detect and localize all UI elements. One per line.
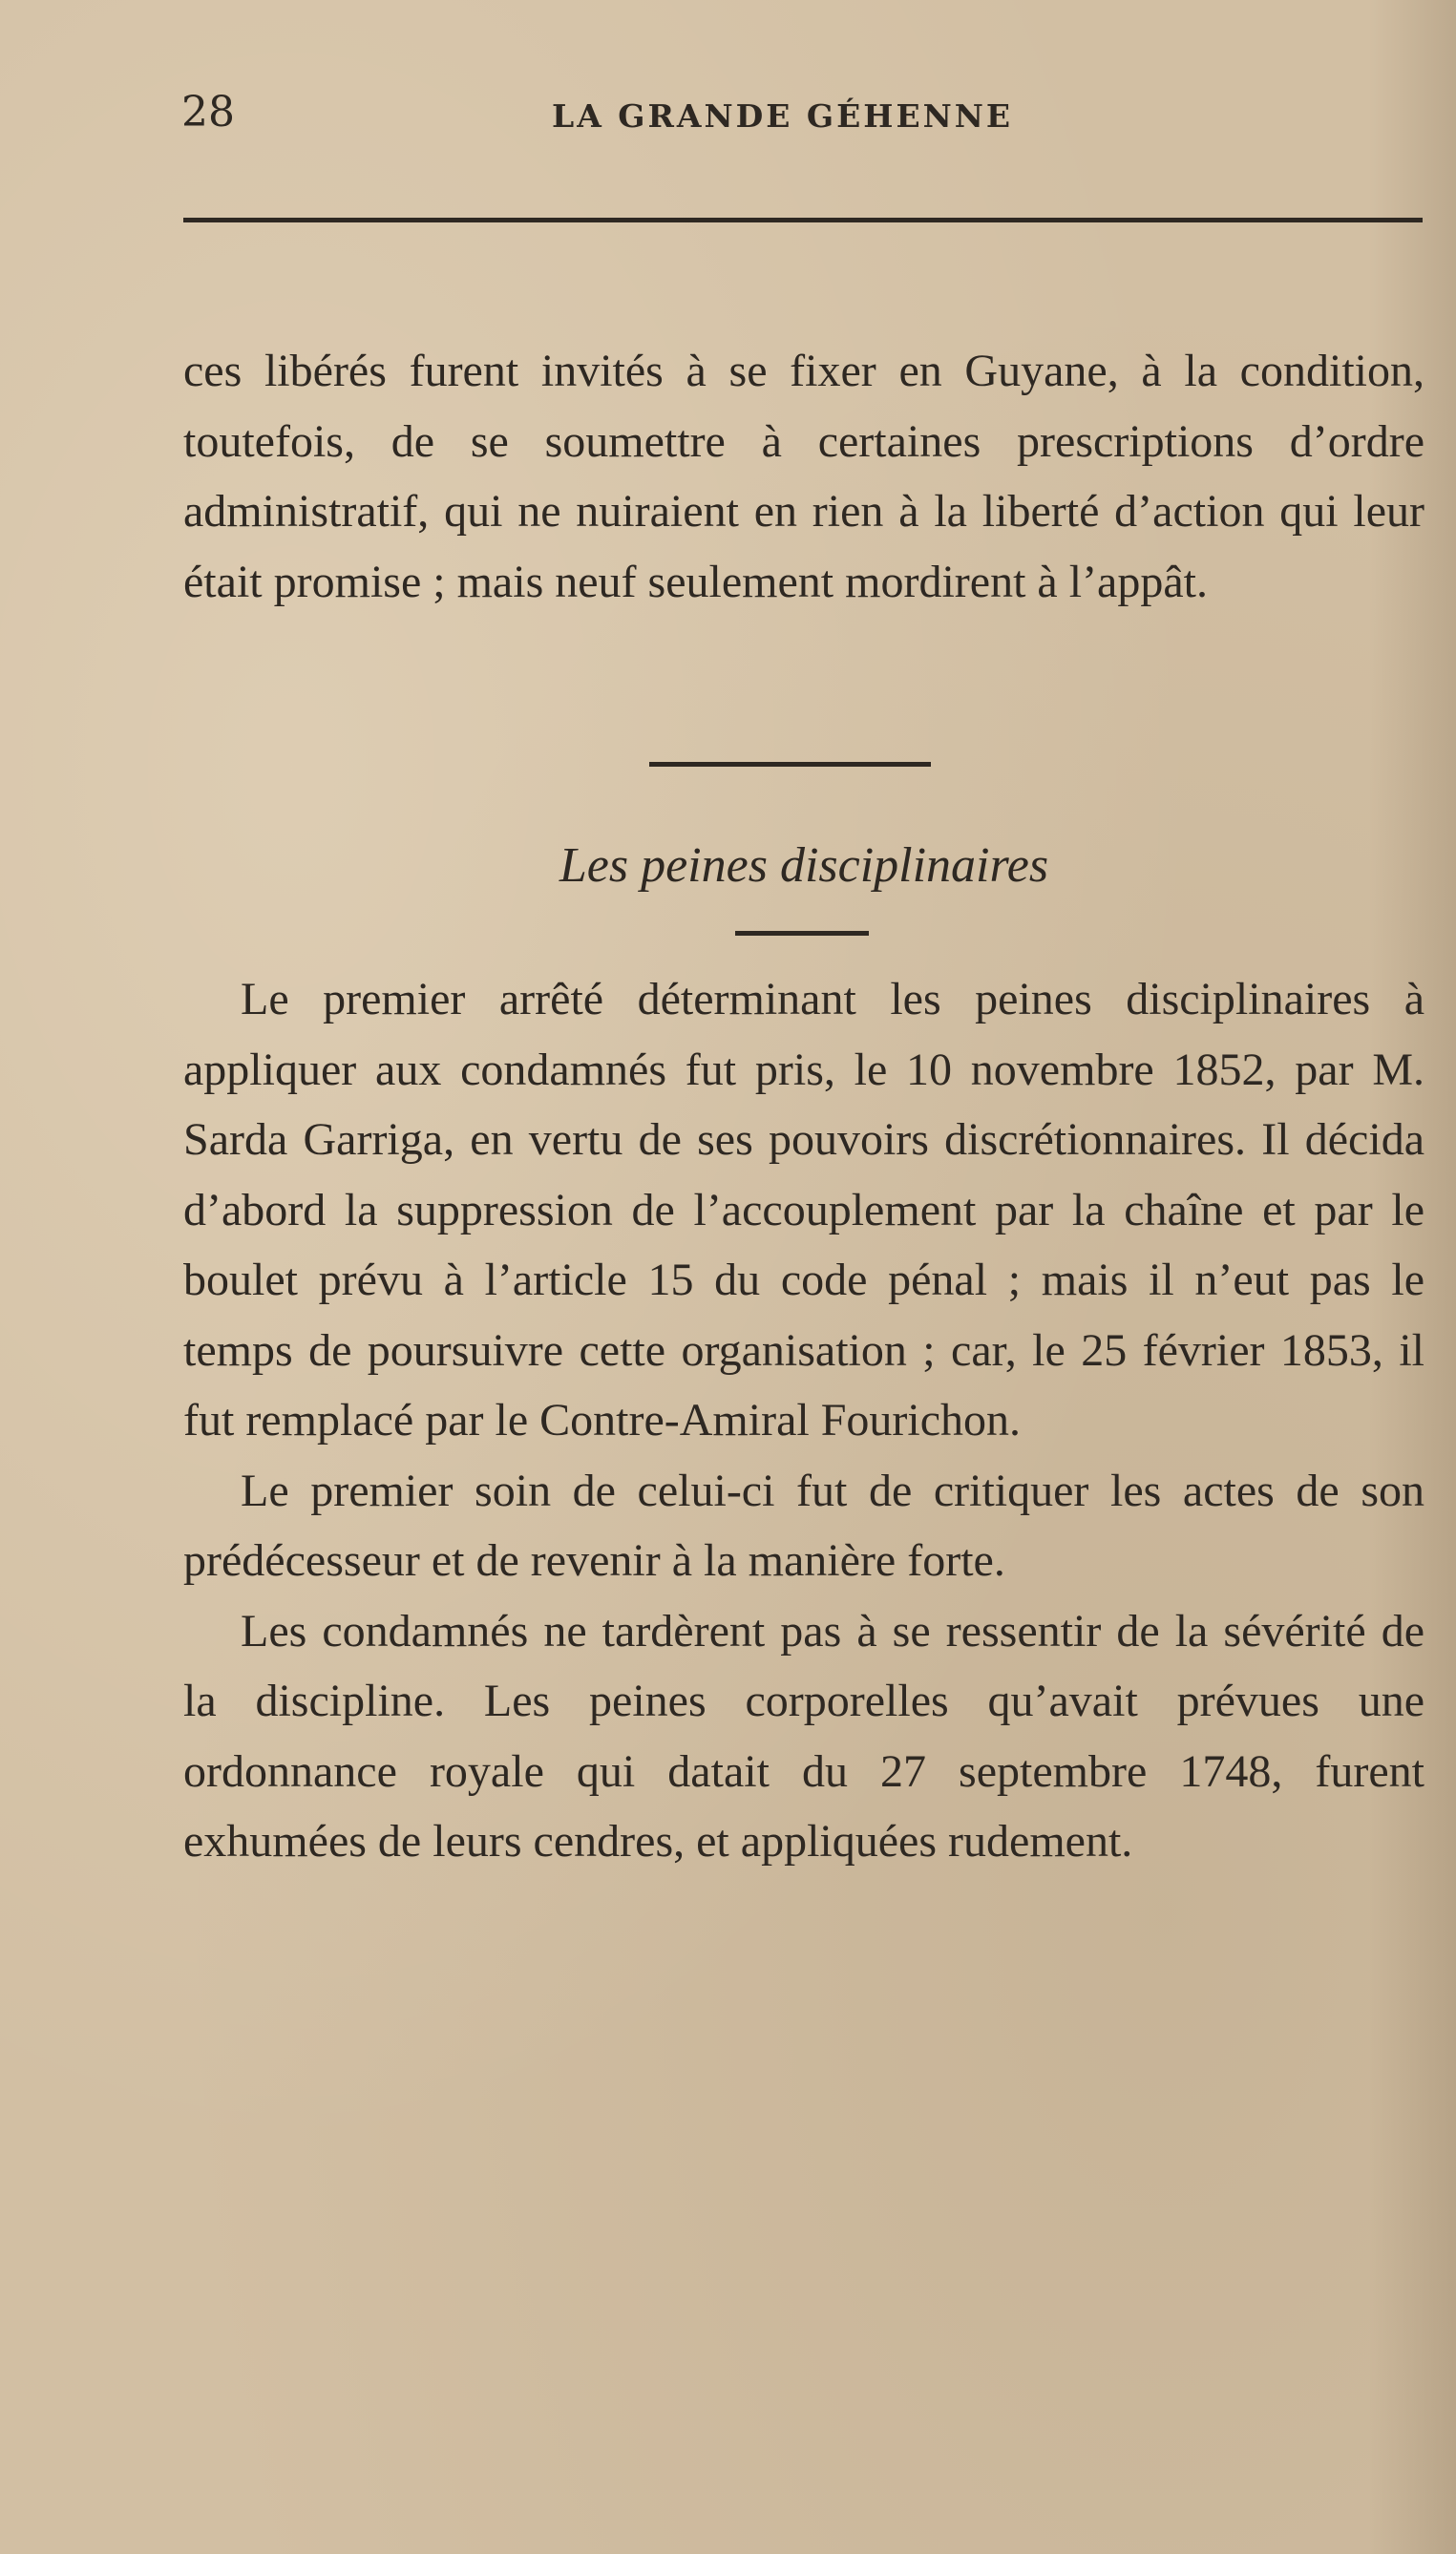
section-body: [183, 964, 1424, 1877]
header-rule: [183, 218, 1423, 222]
running-title: LA GRANDE GÉHENNE: [552, 97, 1014, 135]
section-heading: Les peines disciplinaires: [559, 838, 1049, 893]
section-divider-top: [649, 762, 931, 767]
paragraph: Le premier soin de celui-ci fut de critiquer les actes de son prédécesseur et de revenir à la manière forte.: [183, 1465, 1424, 1586]
page-number: 28: [181, 88, 235, 137]
section-divider-bottom: [735, 931, 869, 936]
paragraph: Le premier arrêté déterminant les peines disciplinaires à appliquer aux condamnés fut pris, le 10 novembre 1852, par M. Sarda Garriga, en vertu de ses pouvoirs discrétionnaires. Il décida d’abord la suppression de l’accouplement par la chaîne et par le boulet prévu à l’article 15 du code pénal ; mais il n’eut pas le temps de poursuivre cette organisation ; car, le 25 février 1853, il fut remplacé par le Contre-Amiral Fourichon.: [183, 974, 1424, 1446]
paragraph: ces libérés furent invités à se fixer en Guyane, à la condition, toutefois, de se soumettre à certaines prescriptions d’ordre administratif, qui ne nuiraient en rien à la liberté d’action qui leur était promise ; mais neuf seulement mordirent à l’appât.: [183, 346, 1424, 607]
page-header: [181, 84, 1423, 141]
paragraph: Les condamnés ne tardèrent pas à se ressentir de la sévérité de la discipline. Les peines corporelles qu’avait prévues une ordonnance royale qui datait du 27 septembre 1748, furent exhumées de leurs cendres, et appliquées rudement.: [183, 1605, 1424, 1867]
continued-paragraph: [183, 336, 1424, 617]
